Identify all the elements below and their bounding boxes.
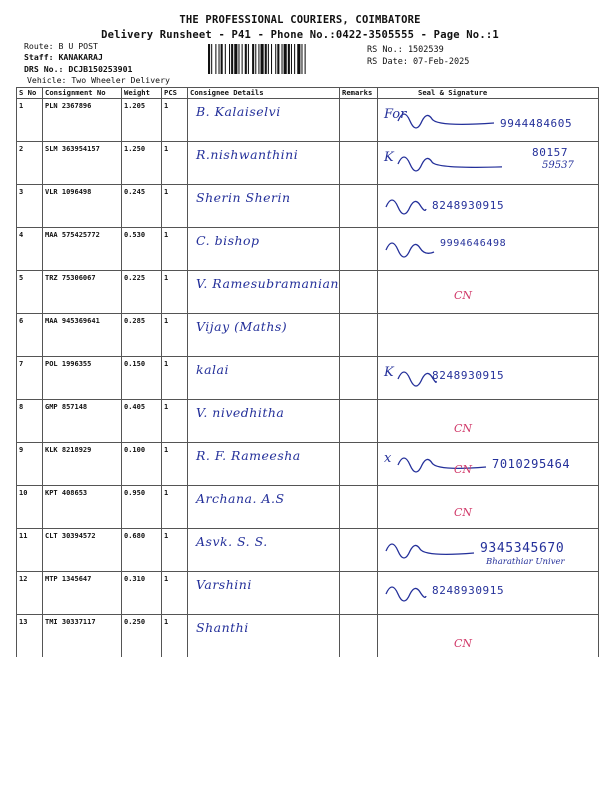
receiver-phone-number: 8248930915	[432, 584, 505, 597]
consignee-handwriting: Vijay (Maths)	[196, 319, 288, 334]
table-row	[17, 228, 599, 271]
barcode-bar	[238, 44, 239, 74]
col-consignee: Consignee Details	[188, 88, 340, 99]
barcode-bar	[219, 44, 220, 74]
barcode-bar	[242, 44, 243, 74]
row-consignee-details	[188, 314, 340, 357]
consignee-handwriting: Varshini	[196, 577, 252, 592]
barcode-bar	[248, 44, 249, 74]
company-title: THE PROFESSIONAL COURIERS, COIMBATORE	[179, 14, 421, 26]
consignee-handwriting: Asvk. S. S.	[196, 534, 268, 549]
row-remarks	[340, 314, 378, 357]
signature-area	[382, 533, 594, 569]
row-seal-signature	[378, 400, 599, 443]
signature-area	[382, 275, 594, 311]
barcode-bar	[208, 44, 210, 74]
drs-number: DRS No.: DCJB150253901	[24, 64, 133, 74]
row-remarks	[340, 486, 378, 529]
row-seal-signature	[378, 615, 599, 658]
row-remarks	[340, 99, 378, 142]
signature-area	[382, 103, 594, 139]
signature-area	[382, 232, 594, 268]
consignee-handwriting: B. Kalaiselvi	[196, 104, 281, 119]
row-pcs: 1	[162, 142, 188, 185]
row-weight: 0.680	[122, 529, 162, 572]
barcode-bar	[282, 44, 283, 74]
table-row	[17, 271, 599, 314]
barcode-bar	[221, 44, 223, 74]
consignee-handwriting: Archana. A.S	[196, 491, 285, 506]
rs-date: RS Date: 07-Feb-2025	[367, 57, 470, 67]
row-remarks	[340, 529, 378, 572]
staff-label: Staff: KANAKARAJ	[24, 52, 103, 62]
signature-area	[382, 619, 594, 655]
row-sno: 3	[17, 185, 43, 228]
barcode-bar	[301, 44, 302, 74]
row-weight: 0.225	[122, 271, 162, 314]
row-weight: 0.530	[122, 228, 162, 271]
consignee-handwriting: C. bishop	[196, 233, 260, 248]
row-consignee-details	[188, 572, 340, 615]
row-consignee-details	[188, 400, 340, 443]
row-consignment-no: SLM 363954157	[43, 142, 122, 185]
row-seal-signature	[378, 486, 599, 529]
row-weight: 0.150	[122, 357, 162, 400]
table-row	[17, 99, 599, 142]
row-pcs: 1	[162, 314, 188, 357]
row-consignee-details	[188, 486, 340, 529]
consignee-handwriting: R. F. Rameesha	[196, 448, 301, 463]
barcode-bar	[275, 44, 276, 74]
barcode-bar	[288, 44, 290, 74]
row-consignee-details	[188, 443, 340, 486]
row-sno: 10	[17, 486, 43, 529]
row-seal-signature	[378, 99, 599, 142]
row-weight: 0.405	[122, 400, 162, 443]
col-weight: Weight	[122, 88, 162, 99]
row-remarks	[340, 443, 378, 486]
row-weight: 0.310	[122, 572, 162, 615]
row-pcs: 1	[162, 443, 188, 486]
barcode-bar	[252, 44, 254, 74]
row-consignment-no: GMP 857148	[43, 400, 122, 443]
receiver-phone-number: 9944484605	[500, 117, 573, 130]
row-remarks	[340, 615, 378, 658]
col-seal-signature: Seal & Signature	[378, 88, 599, 99]
col-remarks: Remarks	[340, 88, 378, 99]
row-consignee-details	[188, 529, 340, 572]
row-consignee-details	[188, 99, 340, 142]
row-consignment-no: POL 1996355	[43, 357, 122, 400]
row-consignment-no: KLK 8218929	[43, 443, 122, 486]
consignee-handwriting: V. Ramesubramanian	[196, 276, 339, 291]
receiver-phone-number: 8248930915	[432, 199, 505, 212]
row-weight: 0.285	[122, 314, 162, 357]
barcode-bar	[268, 44, 269, 74]
col-consignment: Consignment No	[43, 88, 122, 99]
row-seal-signature	[378, 314, 599, 357]
row-seal-signature	[378, 185, 599, 228]
row-consignment-no: KPT 408653	[43, 486, 122, 529]
row-pcs: 1	[162, 357, 188, 400]
runsheet-table	[16, 87, 599, 658]
row-sno: 5	[17, 271, 43, 314]
row-sno: 1	[17, 99, 43, 142]
table-row	[17, 142, 599, 185]
row-weight: 0.245	[122, 185, 162, 228]
row-weight: 0.250	[122, 615, 162, 658]
row-pcs: 1	[162, 529, 188, 572]
row-sno: 12	[17, 572, 43, 615]
row-seal-signature	[378, 572, 599, 615]
signature-scribble-icon	[382, 103, 502, 137]
consignee-handwriting: kalai	[196, 362, 229, 377]
row-weight: 0.950	[122, 486, 162, 529]
signature-area	[382, 318, 594, 354]
row-consignment-no: MAA 575425772	[43, 228, 122, 271]
signature-scribble-icon	[382, 146, 502, 180]
barcode-bar	[234, 44, 237, 74]
barcode-bar	[277, 44, 279, 74]
row-sno: 7	[17, 357, 43, 400]
barcode-bar	[271, 44, 272, 74]
signature-area	[382, 146, 594, 182]
signature-mark: K	[384, 150, 394, 165]
barcode-bar	[231, 44, 233, 74]
receiver-phone-number: 80157	[532, 146, 569, 159]
row-remarks	[340, 142, 378, 185]
row-consignment-no: TRZ 75306067	[43, 271, 122, 314]
barcode-bar	[211, 44, 212, 74]
signature-area	[382, 447, 594, 483]
row-consignee-details	[188, 185, 340, 228]
row-consignee-details	[188, 228, 340, 271]
consignee-handwriting: Sherin Sherin	[196, 190, 291, 205]
signature-mark: For	[384, 107, 407, 122]
barcode-bar	[297, 44, 300, 74]
col-sno: S No	[17, 88, 43, 99]
table-row	[17, 400, 599, 443]
runsheet-subtitle: Delivery Runsheet - P41 - Phone No.:0422-3505555 - Page No.:1	[101, 29, 499, 41]
row-sno: 13	[17, 615, 43, 658]
barcode-bar	[284, 44, 287, 74]
row-consignee-details	[188, 142, 340, 185]
row-remarks	[340, 357, 378, 400]
barcode-icon	[208, 44, 360, 74]
consignee-handwriting: R.nishwanthini	[196, 147, 299, 162]
signature-extra-note: Bharathiar Univer	[486, 557, 565, 567]
row-sno: 6	[17, 314, 43, 357]
table-row	[17, 185, 599, 228]
row-pcs: 1	[162, 271, 188, 314]
rs-number: RS No.: 1502539	[367, 45, 444, 55]
table-header-row	[17, 88, 599, 99]
row-sno: 8	[17, 400, 43, 443]
row-weight: 1.205	[122, 99, 162, 142]
row-pcs: 1	[162, 615, 188, 658]
row-sno: 11	[17, 529, 43, 572]
row-remarks	[340, 400, 378, 443]
row-weight: 1.250	[122, 142, 162, 185]
barcode-bar	[229, 44, 230, 74]
route-label: Route: B U POST	[24, 41, 98, 51]
row-consignment-no: VLR 1096498	[43, 185, 122, 228]
table-row	[17, 486, 599, 529]
barcode-bar	[245, 44, 247, 74]
row-consignee-details	[188, 271, 340, 314]
receiver-phone-number: 9345345670	[480, 541, 565, 556]
signature-area	[382, 404, 594, 440]
signature-mark: x	[384, 451, 392, 466]
row-sno: 4	[17, 228, 43, 271]
row-consignment-no: TMI 30337117	[43, 615, 122, 658]
row-remarks	[340, 185, 378, 228]
barcode-bar	[225, 44, 226, 74]
receiver-phone-number: 8248930915	[432, 369, 505, 382]
vehicle-label: Vehicle: Two Wheeler Delivery	[27, 75, 170, 85]
row-consignment-no: PLN 2367896	[43, 99, 122, 142]
row-pcs: 1	[162, 486, 188, 529]
row-consignee-details	[188, 615, 340, 658]
row-remarks	[340, 228, 378, 271]
row-seal-signature	[378, 228, 599, 271]
cn-mark: CN	[454, 463, 473, 476]
barcode-bar	[305, 44, 306, 74]
barcode-bar	[291, 44, 292, 74]
row-pcs: 1	[162, 572, 188, 615]
row-consignment-no: CLT 30394572	[43, 529, 122, 572]
barcode-bar	[261, 44, 264, 74]
cn-mark: CN	[454, 637, 473, 650]
row-seal-signature	[378, 443, 599, 486]
barcode-bar	[265, 44, 267, 74]
table-row	[17, 314, 599, 357]
receiver-phone-number: 7010295464	[492, 457, 571, 471]
signature-mark: K	[384, 365, 394, 380]
row-seal-signature	[378, 142, 599, 185]
row-seal-signature	[378, 271, 599, 314]
table-row	[17, 443, 599, 486]
row-seal-signature	[378, 529, 599, 572]
row-pcs: 1	[162, 400, 188, 443]
row-pcs: 1	[162, 99, 188, 142]
cn-mark: CN	[454, 506, 473, 519]
cn-mark: CN	[454, 289, 473, 302]
receiver-phone-number: 9994646498	[440, 238, 507, 249]
row-pcs: 1	[162, 228, 188, 271]
signature-area	[382, 361, 594, 397]
row-sno: 2	[17, 142, 43, 185]
row-consignment-no: MAA 945369641	[43, 314, 122, 357]
barcode-bar	[258, 44, 259, 74]
barcode-bar	[215, 44, 216, 74]
row-consignee-details	[188, 357, 340, 400]
signature-scribble-icon	[382, 447, 502, 481]
table-row	[17, 529, 599, 572]
table-row	[17, 615, 599, 658]
col-pcs: PCS	[162, 88, 188, 99]
consignee-handwriting: V. nivedhitha	[196, 405, 285, 420]
row-consignment-no: MTP 1345647	[43, 572, 122, 615]
table-row	[17, 572, 599, 615]
table-row	[17, 357, 599, 400]
row-pcs: 1	[162, 185, 188, 228]
row-remarks	[340, 572, 378, 615]
row-weight: 0.100	[122, 443, 162, 486]
signature-area	[382, 189, 594, 225]
barcode-bar	[255, 44, 256, 74]
signature-area	[382, 490, 594, 526]
signature-extra-note: 59537	[542, 160, 574, 171]
row-remarks	[340, 271, 378, 314]
signature-area	[382, 576, 594, 612]
row-seal-signature	[378, 357, 599, 400]
barcode-bar	[294, 44, 295, 74]
consignee-handwriting: Shanthi	[196, 620, 249, 635]
cn-mark: CN	[454, 422, 473, 435]
row-sno: 9	[17, 443, 43, 486]
